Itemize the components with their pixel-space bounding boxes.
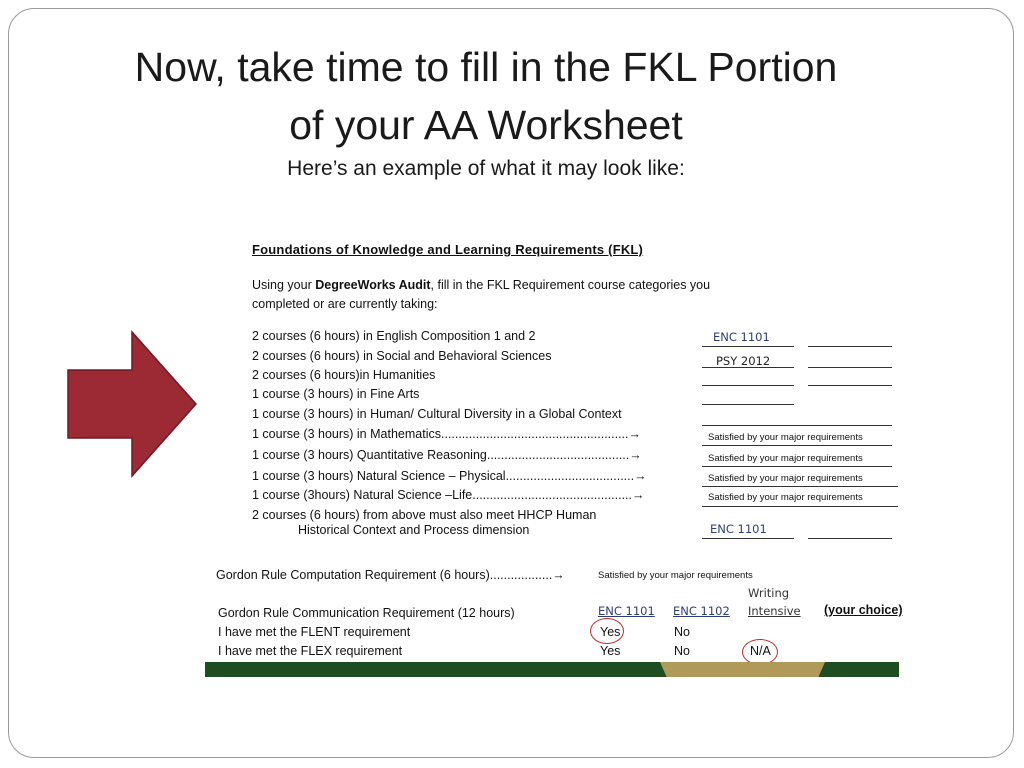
fill-line bbox=[702, 506, 898, 507]
req-social-sci: 2 courses (6 hours) in Social and Behavioral Sciences bbox=[252, 349, 552, 363]
fill-line bbox=[702, 404, 794, 405]
flex-na: N/A bbox=[750, 644, 771, 658]
fill-line bbox=[808, 385, 892, 386]
slide-title-line1: Now, take time to fill in the FKL Portion bbox=[134, 44, 838, 90]
gordon-computation-value: Satisfied by your major requirements bbox=[598, 570, 753, 581]
gordon-communication: Gordon Rule Communication Requirement (12 hours) bbox=[218, 606, 515, 620]
req-phys-sci: 1 course (3 hours) Natural Science – Physical.....................................→ bbox=[252, 469, 647, 483]
col-enc1102: ENC 1102 bbox=[673, 604, 730, 618]
fill-line bbox=[808, 346, 892, 347]
yes-circle bbox=[590, 618, 624, 644]
gordon-computation: Gordon Rule Computation Requirement (6 hours)..................→ bbox=[216, 568, 565, 582]
slide-subtitle: Here’s an example of what it may look like: bbox=[287, 157, 685, 180]
req-hhcp-line2: Historical Context and Process dimension bbox=[298, 523, 530, 537]
fill-line bbox=[808, 367, 892, 368]
entry-math: Satisfied by your major requirements bbox=[708, 432, 863, 443]
flent-no: No bbox=[674, 625, 690, 639]
flex-no: No bbox=[674, 644, 690, 658]
entry-phys-sci: Satisfied by your major requirements bbox=[708, 473, 863, 484]
flex-yes: Yes bbox=[600, 644, 621, 658]
worksheet-intro-line2: completed or are currently taking: bbox=[252, 297, 438, 311]
fill-line bbox=[702, 538, 794, 539]
col-enc1101: ENC 1101 bbox=[598, 604, 655, 618]
req-humanities: 2 courses (6 hours)in Humanities bbox=[252, 368, 436, 382]
req-quant: 1 course (3 hours) Quantitative Reasoning.........................................→ bbox=[252, 448, 642, 462]
slide-title-line2: of your AA Worksheet bbox=[289, 102, 683, 148]
req-math: 1 course (3 hours) in Mathematics......................................................→ bbox=[252, 427, 642, 441]
fill-line bbox=[808, 538, 892, 539]
worksheet-heading: Foundations of Knowledge and Learning Requirements (FKL) bbox=[252, 242, 644, 257]
flent-label: I have met the FLENT requirement bbox=[218, 625, 411, 639]
col-intensive: Intensive bbox=[748, 604, 801, 618]
req-life-sci: 1 course (3hours) Natural Science –Life..............................................→ bbox=[252, 488, 645, 502]
entry-hhcp: ENC 1101 bbox=[710, 522, 767, 536]
entry-quant: Satisfied by your major requirements bbox=[708, 453, 863, 464]
footer-gold-band bbox=[660, 662, 825, 677]
flent-yes: Yes bbox=[600, 625, 621, 639]
col-your-choice: (your choice) bbox=[824, 603, 903, 617]
flex-label: I have met the FLEX requirement bbox=[218, 644, 403, 658]
right-arrow-icon bbox=[66, 330, 198, 478]
fill-line bbox=[702, 385, 794, 386]
fill-line bbox=[702, 425, 892, 426]
entry-social-sci: PSY 2012 bbox=[716, 354, 771, 368]
req-hhcp: 2 courses (6 hours) from above must also meet HHCP Human bbox=[252, 508, 597, 522]
writing-label: Writing bbox=[748, 586, 790, 600]
req-english-comp: 2 courses (6 hours) in English Composition 1 and 2 bbox=[252, 329, 536, 343]
worksheet-intro: Using your DegreeWorks Audit, fill in the FKL Requirement course categories you bbox=[252, 278, 711, 292]
fill-line bbox=[702, 346, 794, 347]
req-fine-arts: 1 course (3 hours) in Fine Arts bbox=[252, 387, 420, 401]
entry-english-comp: ENC 1101 bbox=[713, 330, 770, 344]
entry-life-sci: Satisfied by your major requirements bbox=[708, 492, 863, 503]
req-diversity: 1 course (3 hours) in Human/ Cultural Diversity in a Global Context bbox=[252, 407, 622, 421]
